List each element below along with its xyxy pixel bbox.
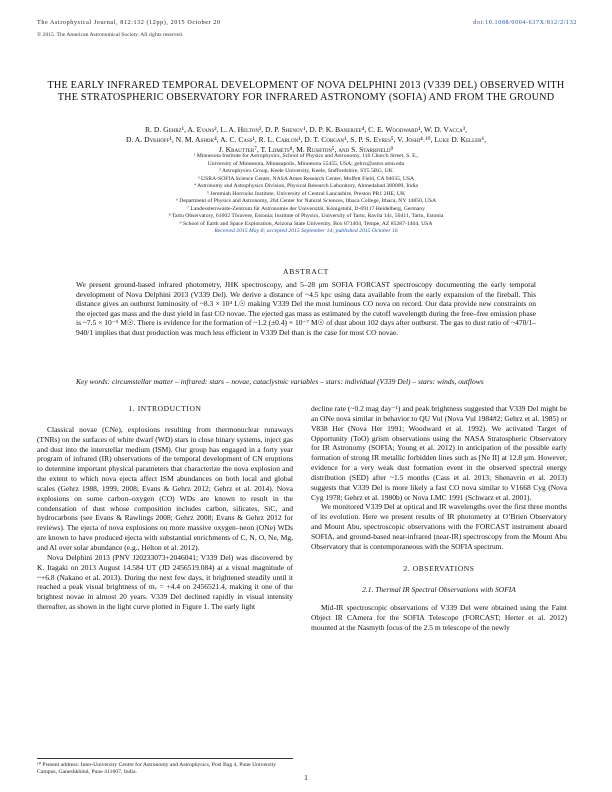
affiliation: ⁵ Jeremiah Horrocks Institute, University of Central Lancashire, Preston PR1 2HE, UK — [206, 190, 406, 197]
affiliation: ¹ Minnesota Institute for Astrophysics, School of Physics and Astronomy, 116 Church Street, S. E., — [193, 153, 419, 159]
doi-link[interactable]: doi:10.1088/0004-637X/812/2/132 — [473, 20, 577, 26]
intro-paragraph-4: We monitored V339 Del at optical and IR wavelengths over the first three months of its evolution. Here we present results of IR photometry at O’Brien Observatory and Mount Abu, spectroscopic observations with the FORCAST instrument aboard SOFIA, and ground-based near-infrared (near-IR) spectroscopy from the Mount Abu Observatory that is contemporaneous with the SOFIA spectrum. — [311, 502, 567, 551]
section-heading-introduction: 1. INTRODUCTION — [128, 404, 202, 413]
affiliation: ³ USRA-SOFIA Science Center, NASA Ames Research Center, Moffett Field, CA 94035, USA — [197, 175, 415, 182]
author-line: J. Krautter⁷, T. Liimets⁸, M. Rushton⁵, and S. Starrfield⁹ — [218, 145, 394, 155]
observations-paragraph-1: Mid-IR spectroscopic observations of V339 Del were obtained using the Faint Object IR CAmera for the SOFIA Telescope (FORCAST; Herter et al. 2012) mounted at the Nasmyth focus of the 2.5 m telescope of the newly — [311, 603, 567, 633]
keywords: Key words: circumstellar matter – infrared: stars – novae, cataclysmic variables – stars: individual (V339 Del) – stars: winds, outflows — [76, 377, 484, 386]
intro-paragraph-1: Classical novae (CNe), explosions resulting from thermonuclear runaways (TNRs) on the surfaces of white dwarf (WD) stars in close binary systems, inject gas and dust into the interstellar medium (ISM). Our group has engaged in a forty year program of infrared (IR) observations of the temporal development of CN eruptions to determine important physical parameters that characterize the nova explosion and the extent to which nova ejecta affect ISM abundances on both local and global scales (Gehrz 1988, 1999, 2008; Evans & Gehrz 2012; Gehrz et al. 2014). Nova explosions on some carbon–oxygen (CO) WDs are known to result in the condensation of dust whose composition includes carbon, silicates, SiC, and hydrocarbons (see Evans & Rawlings 2008; Gehrz 2008; Evans & Gehrz 2012 for reviews). The ejecta of nova explosions on more massive oxygen–neon (ONe) WDs are known to have produced ejecta with substantial enrichments of C, N, O, Ne, Mg, and Al over solar abundance (e.g., Helton et al. 2012). — [37, 424, 293, 552]
abstract-text: We present ground-based infrared photometry, JHK spectroscopy, and 5–28 μm SOFIA FORCAST spectroscopy documenting the early temporal development of Nova Delphini 2013 (V339 Del). We derive a distance of ~4.5 kpc using data available from the early expansion of the fireball. This distance gives an outburst luminosity of ~8.3 × 10⁴ L☉ making V339 Del the most luminous CO nova on record. Our data provide new constraints on the ejected gas mass and the dust yield in fast CO novae. The ejected gas mass as estimated by the cutoff wavelength during the free–free emission phase is ~7.5 × 10⁻⁵ M☉. There is evidence for the formation of ~1.2 (±0.4) × 10⁻⁷ M☉ of dust about 102 days after outburst. The gas to dust ratio of ~470/1–940/1 implies that dust production was much less efficient in V339 Del than is the case for most CO novae. — [76, 280, 536, 337]
paper-title: THE EARLY INFRARED TEMPORAL DEVELOPMENT OF NOVA DELPHINI 2013 (V339 DEL) OBSERVED WITH THE STRATOSPHERIC OBSERVATORY FOR INFRARED ASTRONOMY (SOFIA) AND FROM THE GROUND — [47, 80, 565, 103]
author-line: R. D. Gehrz¹, A. Evans², L. A. Helton³, D. P. Shenoy¹, D. P. K. Banerjee⁴, C. E. Woodward¹, W. D. Vacca³, — [145, 125, 467, 134]
affiliation: University of Minnesota, Minneapolis, Minnesota 55455, USA; gehrz@astro.umn.edu — [207, 160, 405, 167]
right-column — [311, 404, 567, 633]
subsection-heading-sofia: 2.1. Thermal IR Spectral Observations with SOFIA — [362, 584, 516, 594]
footnote: ¹⁰ Present address: Inter-University Centre for Astronomy and Astrophysics, Post Bag 4, Pune University Campus, Ganeshkhind, Pune 411007, India. — [37, 758, 293, 776]
affiliation-list — [40, 153, 572, 236]
affiliation: ⁹ School of Earth and Space Exploration, Arizona State University, Box 871404, Tempe, AZ 85287-1404, USA — [179, 220, 433, 227]
affiliation: ⁷ Landessternwarte-Zentrum für Astronomie der Universität, Königstuhl, D-69117 Heidelberg, Germany — [187, 205, 425, 212]
page-number: 1 — [304, 773, 308, 782]
running-head — [37, 20, 577, 26]
affiliation: ⁶ Department of Physics and Astronomy, 264 Center for Natural Sciences, Ithaca College, Ithaca, NY 14850, USA — [175, 198, 437, 204]
copyright-notice: © 2015. The American Astronomical Society. All rights reserved. — [37, 32, 184, 38]
intro-paragraph-2: Nova Delphini 2013 (PNV J20233073+2046041; V339 Del) was discovered by K. Itagaki on 2013 August 14.584 UT (JD 2456519.084) at a visual magnitude of ~+6.8 (Nakano et al. 2013). During the next few days, it brightened steadily until it reached a peak visual brightness of mᵥ = +4.4 on 2456521.4, making it one of the brightest novae in almost 20 years. V339 Del declined rapidly in visual intensity thereafter, as shown in the light curve plotted in Figure 1. The early light — [37, 552, 293, 612]
publication-dates: Received 2015 May 8; accepted 2015 September 14; published 2015 October 16 — [214, 228, 398, 234]
left-column — [37, 404, 293, 612]
abstract-heading: ABSTRACT — [282, 267, 330, 276]
author-list — [40, 125, 572, 156]
section-heading-observations: 2. OBSERVATIONS — [403, 563, 475, 573]
author-line: D. A. Dykhoff¹, N. M. Ashok⁴, A. C. Cass¹, R. L. Carlon¹, D. T. Corgan¹, S. P. S. Eyres⁵, V. Joshi⁴˒¹⁰, Luke D. Keller⁶, — [125, 135, 487, 145]
journal-line: The Astrophysical Journal, 812:132 (12pp), 2015 October 20 — [37, 20, 221, 26]
affiliation: ² Astrophysics Group, Keele University, Keele, Staffordshire, ST5 5BG, UK — [219, 168, 393, 174]
intro-paragraph-3: decline rate (~0.2 mag day⁻¹) and peak brightness suggested that V339 Del might be an ONe nova similar in behavior to QU Vul (Nova Vul 1984#2; Gehrz et al. 1985) or V838 Her (Nova Her 1991; Woodward et al. 1992). We activated Target of Opportunity (ToO) grism observations using the NASA Stratospheric Observatory for IR Astronomy (SOFIA; Young et al. 2012) in anticipation of the possible early formation of strong IR metallic forbidden lines such as [Ne II] at 12.8 μm. However, evidence for a very weak dust formation event in the observed spectral energy distribution (SED) after ~1.5 months (Cass et al. 2013; Shenavrin et al. 2013) suggests that V339 Del is more likely a fast CO nova similar to V1668 Cyg (Nova Cyg 1978; Gehrz et al. 1980b) or Nova LMC 1991 (Schwarz et al. 2001). — [311, 404, 567, 502]
affiliation: ⁴ Astronomy and Astrophysics Division, Physical Research Laboratory, Ahmedabad 380009, India — [194, 183, 418, 189]
affiliation: ⁸ Tartu Observatory, 61602 Tõravere, Estonia; Institute of Physics, University of Tartu, Ravila 14c, 50411, Tartu, Estonia — [168, 213, 444, 219]
